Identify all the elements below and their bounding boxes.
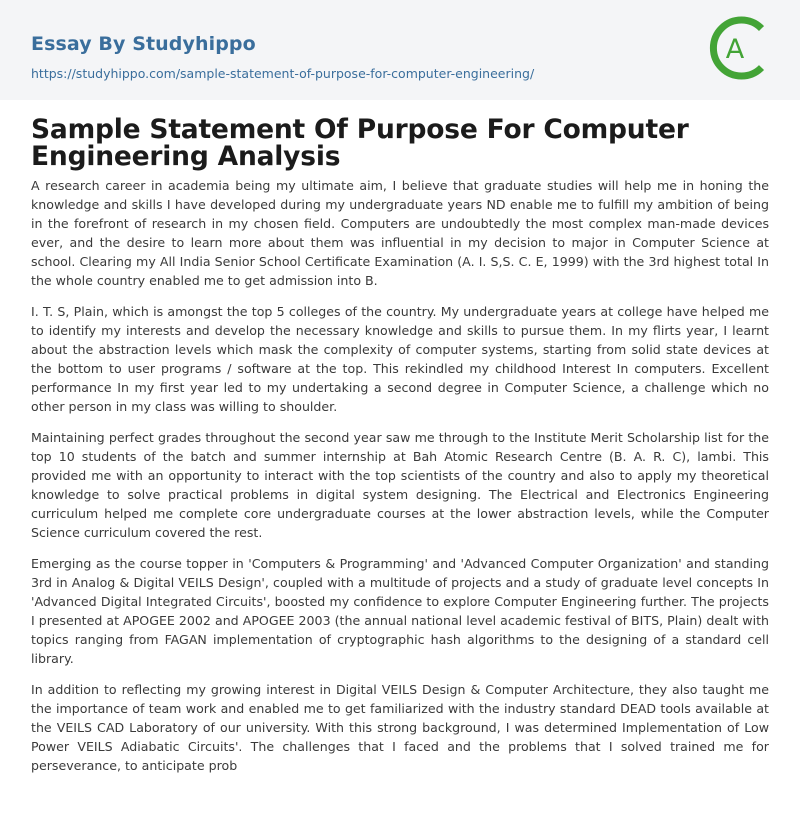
paragraph: Maintaining perfect grades throughout the second year saw me through to the Institute Merit Scholarship list for the top 10 students of the batch and summer internship at Bah Atomic Research Centre (B. A. R. C), lambi. This provided me with an opportunity to interact with the top scientists of the country and also to apply my theoretical knowledge to solve practical problems in digital system designing. The Electrical and Electronics Engineering curriculum helped me complete core undergraduate courses at the lower abstraction levels, while the Computer Science curriculum covered the rest. xyxy=(31,430,769,540)
paragraph: Emerging as the course topper in 'Computers & Programming' and 'Advanced Computer Organization' and standing 3rd in Analog & Digital VEILS Design', coupled with a multitude of projects and a study of graduate level concepts In 'Advanced Digital Integrated Circuits', boosted my confidence to explore Computer Engineering further. The projects I presented at APOGEE 2002 and APOGEE 2003 (the annual national level academic festival of BITS, Plain) dealt with topics ranging from FAGAN implementation of cryptographic hash algorithms to the designing of a standard cell library. xyxy=(31,556,769,666)
paragraph: I. T. S, Plain, which is amongst the top 5 colleges of the country. My undergraduate years at college have helped me to identify my interests and develop the necessary knowledge and skills to pursue them. In my flirts year, I learnt about the abstraction levels which mask the complexity of computer systems, starting from solid state devices at the bottom to user programs / software at the top. This rekindled my childhood Interest In computers. Excellent performance In my first year led to my undertaking a second degree in Computer Science, a challenge which no other person in my class was willing to shoulder. xyxy=(31,304,769,414)
page-url[interactable]: https://studyhippo.com/sample-statement-of-purpose-for-computer-engineering/ xyxy=(31,66,535,81)
article xyxy=(31,116,769,787)
logo-letter: A xyxy=(725,34,745,65)
paragraph: In addition to reflecting my growing interest in Digital VEILS Design & Computer Architecture, they also taught me the importance of team work and enabled me to get familiarized with the industry standard DEAD tools available at the VEILS CAD Laboratory of our university. With this strong background, I was determined Implementation of Low Power VEILS Adiabatic Circuits'. The challenges that I faced and the problems that I solved trained me for perseverance, to anticipate prob xyxy=(31,682,769,773)
site-header xyxy=(0,0,800,100)
article-title: Sample Statement Of Purpose For Computer Engineering Analysis xyxy=(31,114,689,172)
paragraph: A research career in academia being my ultimate aim, I believe that graduate studies will help me in honing the knowledge and skills I have developed during my undergraduate years ND enable me to fulfill my ambition of being in the forefront of research in my chosen field. Computers are undoubtedly the most complex man-made devices ever, and the desire to learn more about them was influential in my decision to major in Computer Science at school. Clearing my All India Senior School Certificate Examination (A. I. S,S. C. E, 1999) with the 3rd highest total In the whole country enabled me to get admission into B. xyxy=(31,178,769,288)
studyhippo-logo-icon[interactable] xyxy=(705,14,773,82)
brand-title[interactable]: Essay By Studyhippo xyxy=(31,33,256,55)
